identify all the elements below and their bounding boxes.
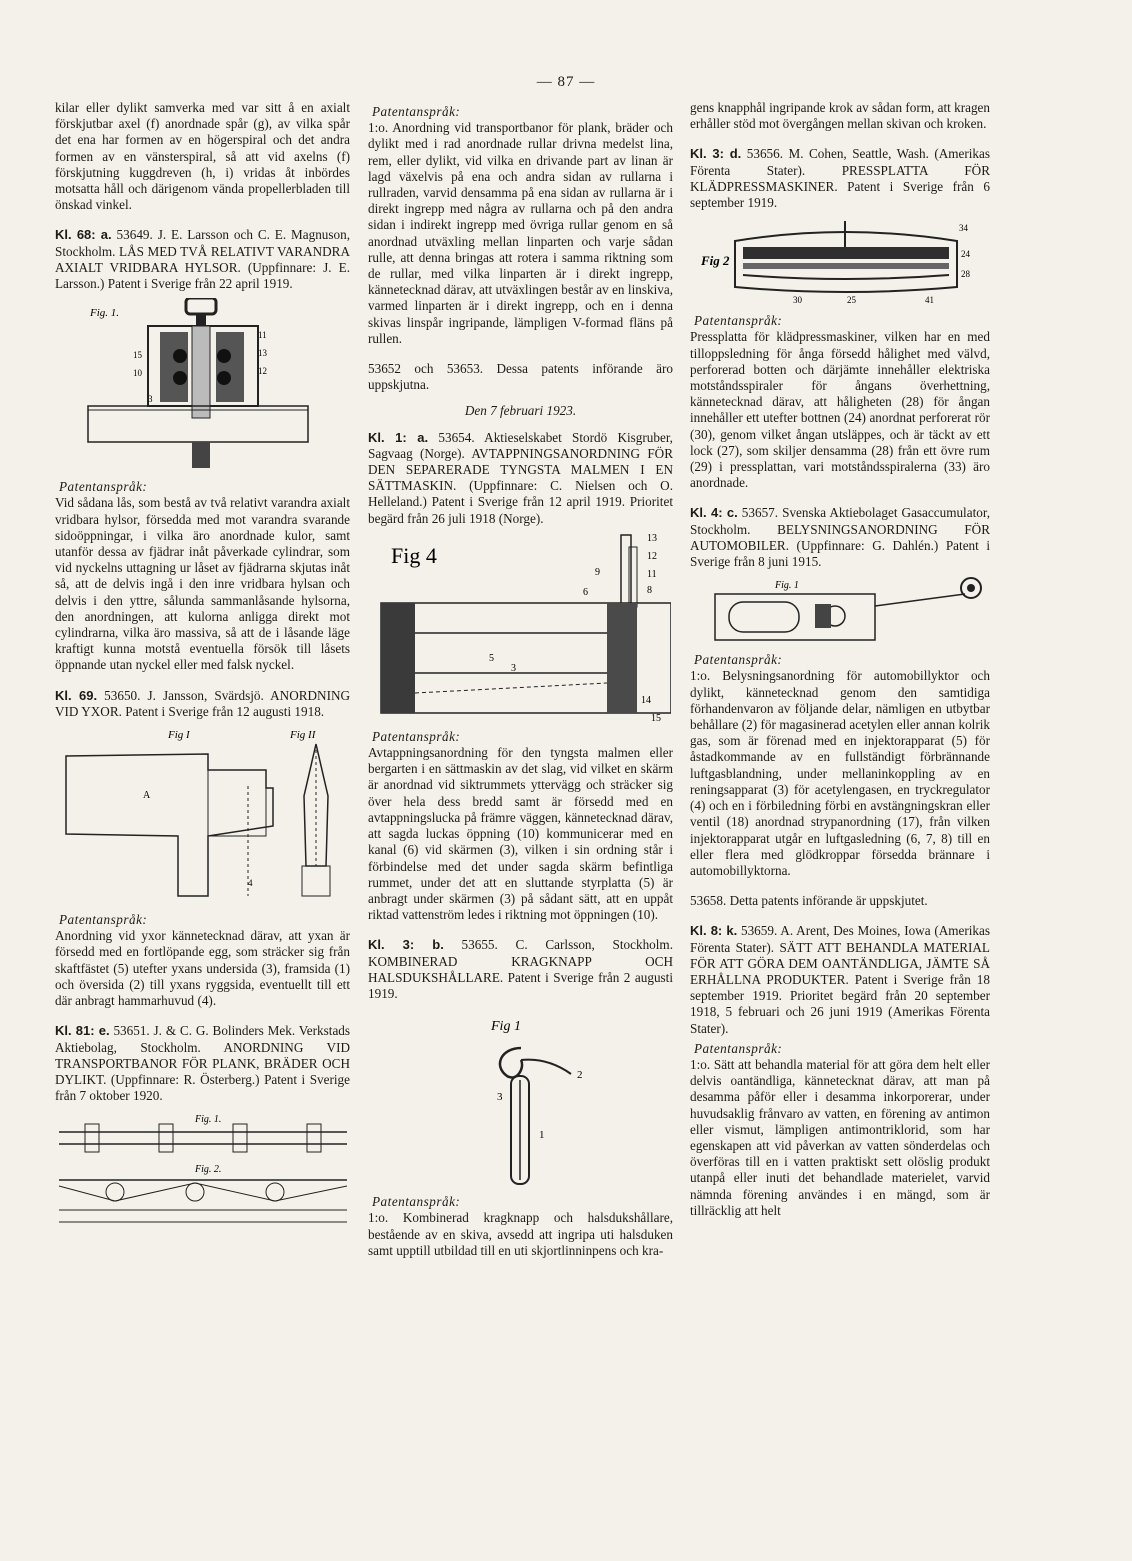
- patent-class: Kl. 8: k.: [690, 923, 738, 939]
- svg-text:30: 30: [793, 295, 802, 306]
- claim-title: Patentanspråk:: [372, 104, 461, 119]
- patent-header: 53650. J. Jansson, Svärdsjö. ANORDNING VID YXOR. Patent i Sverige från 12 augusti 1918.: [55, 687, 351, 719]
- svg-text:25: 25: [847, 295, 856, 306]
- figure-transport: [55, 1110, 350, 1230]
- figure-label: Fig. 2.: [195, 1164, 222, 1176]
- column-2: [368, 100, 673, 1259]
- figure-label: Fig. 1.: [89, 307, 119, 320]
- svg-text:10: 10: [132, 368, 142, 379]
- deferred-note: 53652 och 53653. Dessa patents införande äro uppskjutna.: [368, 361, 673, 393]
- svg-text:3: 3: [147, 394, 152, 405]
- svg-text:28: 28: [961, 269, 970, 280]
- svg-text:24: 24: [961, 249, 970, 260]
- column-3: [690, 100, 990, 1219]
- svg-text:A: A: [142, 790, 150, 802]
- svg-text:11: 11: [646, 568, 657, 580]
- svg-text:5: 5: [488, 652, 494, 664]
- claim-title: Patentanspråk:: [694, 1040, 783, 1056]
- patent-header: 53659. A. Arent, Des Moines, Iowa (Amerikas Förenta Stater). SÄTT ATT BEHANDLA MATERIAL FÖR ATT GÖRA DEM OANTÄNDLIGA, JÄMTE SÅ ERHÅLLNA PRODUKTER. Patent i Sverige från 18 september 1919. Prioritet begärd från 20 september 1918, 5 februari och 26 juni 1919 (Amerikas Förenta Stater).: [690, 923, 990, 1036]
- svg-text:41: 41: [925, 295, 934, 306]
- column-1: [55, 100, 350, 1236]
- patent-header: 53649. J. E. Larsson och C. E. Magnuson, Stockholm. LÅS MED TVÅ RELATIVT VARANDRA AXIALT VRIDBARA HYLSOR. (Uppfinnare: J. E. Larsson.) Patent i Sverige från 22 april 1919.: [55, 227, 351, 292]
- patent-class: Kl. 68: a.: [55, 227, 112, 243]
- svg-text:9: 9: [594, 566, 600, 578]
- svg-text:13: 13: [257, 348, 267, 359]
- figure-lock: [78, 298, 328, 473]
- patent-entry-53657: [690, 505, 990, 570]
- claim-text: 1:o. Anordning vid transportbanor för plank, bräder och dylikt med i rad anordnade rullar drivna medelst lina, rem, eller dylikt, vid vilka en drivande part av linan är lagd växelvis på ena och andra sidan av rullarna i rullraden, varvid densamma på ena sidan av rullarna är i direkt ingrepp med några av rullarna och på den andra sidan i indirekt ingrepp med övriga rullar genom en så anordnad utväxling mellan linparten och varje sådan rulle, att denna bringas att rotera i samma riktning som de rullar, med vilka linparten är i direkt ingrepp, kännetecknad därav, att utväxlingen består av en linskiva, varmed linparten är i direkt ingrepp, och en i denna skivas linspår ingripande, lämpligen V-formad fläns på rullen.: [368, 120, 673, 346]
- page-number: — 87 —: [536, 74, 596, 90]
- patent-class: Kl. 3: d.: [690, 146, 742, 162]
- patent-header: 53651. J. & C. G. Bolinders Mek. Verkstads Aktiebolag, Stockholm. ANORDNING VID TRANSPORTBANOR FÖR PLANK, BRÄDER OCH DYLIKT. (Uppfinnare: R. Österberg.) Patent i Sverige från 7 oktober 1920.: [55, 1023, 351, 1104]
- patent-entry-53654: [368, 430, 673, 527]
- patent-class: Kl. 4: c.: [690, 505, 738, 521]
- figure-label: Fig 2: [701, 253, 730, 269]
- patent-class: Kl. 69.: [55, 687, 98, 703]
- patent-entry-53656: [690, 146, 990, 211]
- claim-title: Patentanspråk:: [59, 912, 148, 928]
- figure-label: Fig. 1.: [195, 1114, 222, 1126]
- svg-text:12: 12: [257, 366, 267, 377]
- figure-axe: [58, 726, 348, 906]
- continued-text: gens knapphål ingripande krok av sådan form, att kragen erhåller stöd mot övergången mellan skivan och kroken.: [690, 100, 990, 132]
- svg-text:15: 15: [132, 350, 142, 361]
- svg-text:34: 34: [959, 223, 968, 234]
- svg-text:3: 3: [496, 1091, 502, 1104]
- claim-text: Pressplatta för klädpressmaskiner, vilken har en med tilloppsledning för ånga försedd hålighet med välvd, perforerad botten och därjämte innehåller elektriska motståndsspiraler för ångans överhettning, kännetecknad därav, att håligheten (28) för ångan innehåller ett utefter bottnen (24) anordnat perforerat rör (30), genom vilket ångan utsläppes, och är täckt av ett lock (27), som skiljer densamma (28) från ett övre rum (29) i pressplattan, vari motståndsspiralerna (33) äro anordnade.: [690, 329, 990, 491]
- claim-text: 1:o. Kombinerad kragknapp och halsdukshållare, bestående av en skiva, avsedd att ingripa uti halsduken samt upptill utbildad till en uti skjortlinninpens och kra-: [368, 1210, 673, 1258]
- svg-text:4: 4: [247, 878, 252, 889]
- svg-text:1: 1: [538, 1129, 544, 1142]
- patent-entry-53655: [368, 937, 673, 1002]
- svg-text:13: 13: [646, 532, 657, 544]
- svg-text:6: 6: [582, 586, 588, 598]
- figure-label: Fig 4: [390, 542, 437, 568]
- patent-class: Kl. 81: e.: [55, 1023, 110, 1039]
- issue-date: Den 7 februari 1923.: [464, 403, 577, 419]
- patent-entry-53651: [55, 1023, 350, 1104]
- patent-class: Kl. 1: a.: [368, 429, 429, 445]
- figure-label: Fig II: [289, 729, 315, 742]
- svg-text:2: 2: [576, 1069, 582, 1082]
- svg-text:8: 8: [646, 584, 652, 596]
- figure-label: Fig I: [167, 729, 190, 742]
- deferred-note: 53658. Detta patents införande är uppskjutet.: [690, 893, 928, 909]
- patent-header: 53655. C. Carlsson, Stockholm. KOMBINERAD KRAGKNAPP OCH HALSDUKSHÅLLARE. Patent i Sverige från 2 augusti 1919.: [368, 937, 673, 1001]
- patent-entry-53649: [55, 227, 350, 292]
- claim-title: Patentanspråk:: [694, 652, 783, 668]
- patent-header: 53656. M. Cohen, Seattle, Wash. (Amerikas Förenta Stater). PRESSPLATTA FÖR KLÄDPRESSMASKINER. Patent i Sverige från 6 september 1919.: [690, 146, 990, 211]
- svg-text:14: 14: [640, 694, 651, 706]
- claim-title: Patentanspråk:: [694, 313, 783, 329]
- figure-label: Fig 1: [490, 1019, 521, 1035]
- figure-jig: [371, 533, 671, 723]
- patent-header: 53657. Svenska Aktiebolaget Gasaccumulator, Stockholm. BELYSNINGSANORDNING FÖR AUTOMOBILER. (Uppfinnare: G. Dahlén.) Patent i Sverige från 8 juni 1915.: [690, 505, 990, 570]
- claim-text: 1:o. Belysningsanordning för automobillyktor och dylikt, kännetecknad genom den samtidiga förhandenvaron av följande delar, nämligen en utbytbar behållare (2) för magasinerad acetylen eller annan kolrik gas, som är förenad med en injektorapparat (5) för åstadkommande av en fullständigt förbrännande luftgasblandning, under mellaninkoppling av en reningsapparat (3) för acetylengasen, en tryckregulator (4) och en i förbiledning förbi en avstängningskran eller ventil (18) anordnad strypanordning (17), från vilken injektorapparat utgår en luftgasledning (6, 7, 8) till en eller flera med glödkroppar försedda brännare i automobillyktorna.: [690, 668, 990, 878]
- claim-text: Anordning vid yxor kännetecknad därav, att yxan är försedd med en fortlöpande egg, som sträcker sig från skaftfästet (5) utefter yxans undersida (3), framsida (1) och översida (2) till yxans ryggsida, eventuellt till ett där anbragt hammarhuvud (4).: [55, 928, 350, 1009]
- claim-title: Patentanspråk:: [372, 728, 461, 744]
- svg-text:11: 11: [257, 330, 267, 341]
- svg-text:3: 3: [510, 662, 516, 674]
- patent-header: 53654. Aktieselskabet Stordö Kisgruber, Sagvaag (Norge). AVTAPPNINGSANORDNING FÖR DEN SEPARERADE TYNGSTA MALMEN I EN SÄTTMASKIN. (Uppfinnare: C. Nielsen och O. Helleland.) Patent i Sverige från 12 april 1919. Prioritet begärd från 26 juli 1918 (Norge).: [368, 429, 673, 526]
- claim-title: Patentanspråk:: [372, 1194, 461, 1210]
- figure-label: Fig. 1: [775, 580, 799, 592]
- figure-lighting: [695, 576, 985, 646]
- patent-class: Kl. 3: b.: [368, 937, 444, 953]
- patent-entry-53659: [690, 923, 990, 1036]
- claim-text: Vid sådana lås, som bestå av två relativt varandra axialt vridbara hylsor, försedda med mot varandra svarande sidoöppningar, i vilka äro anordnade kulor, samt utanför dessa av fjädrar inåt påverkade cylindrar, som vid nyckelns uttagning ur låset av fjädrarna skjutas inåt så, att de delvis ingå i den inre vridbara hylsan och delvis i den yttre, sålunda sammanlåsande hylsorna, den anordningen, att kulorna anligga direkt mot cylindrarna, vilka äro massiva, så att de i låsande läge kraftigt kunna motstå eventuella försök till låsets öppnande utan nyckel eller med falsk nyckel.: [55, 495, 350, 673]
- claim-title: Patentanspråk:: [59, 479, 148, 495]
- continued-text: kilar eller dylikt samverka med var sitt å en axialt förskjutbar axel (f) anordnade spår (g), av vilka spår det ena har formen av en högerspiral och det andra formen av en vänsterspiral, så att vid axelns (f) förskjutning kuggdreven (h, i) vridas åt inbördes motsatta håll och därigenom vända propellerbladen till önskad vinkel.: [55, 100, 350, 213]
- figure-press-plate: [695, 217, 985, 307]
- svg-text:12: 12: [646, 550, 657, 562]
- claim-text: 1:o. Sätt att behandla material för att göra dem helt eller delvis oantändliga, kännetecknat därav, att man på desamma påför eller i desamma inkorporerar, under huvudsaklig frånvaro av vatten, en förening av antimon eller vismut, lämpligen antimontriklorid, som har egenskapen att vid påverkan av vatten sönderdelas och överföras till en i vatten praktiskt sett olöslig produkt utanpå eller inuti det behandlade materielet, varvid nämnda förening användes i en mängd, som är tillräcklig att helt: [690, 1056, 990, 1218]
- figure-collar-stud: [421, 1008, 621, 1188]
- patent-entry-53650: [55, 688, 350, 720]
- claim-text: Avtappningsanordning för den tyngsta malmen eller bergarten i en sättmaskin av det slag, vid vilket en skärm är anordnad vid siktrummets yttervägg och sträcker sig över hela dess bredd samt är försedd med en avtappningslucka på främre väggen, kännetecknad därav, att sagda luckas öppning (10) kommunicerar med en kanal (6) vid skärmen (3), vilken i sin ordning står i förbindelse med det under sagda skärm befintliga rummet, under det att en sluttande styrplatta (5) är anbragt under skärmen (3) på sådant sätt, att en uppåt riktad vattenström ledes i riktning mot öppningen (10).: [368, 745, 673, 923]
- svg-text:15: 15: [650, 712, 661, 723]
